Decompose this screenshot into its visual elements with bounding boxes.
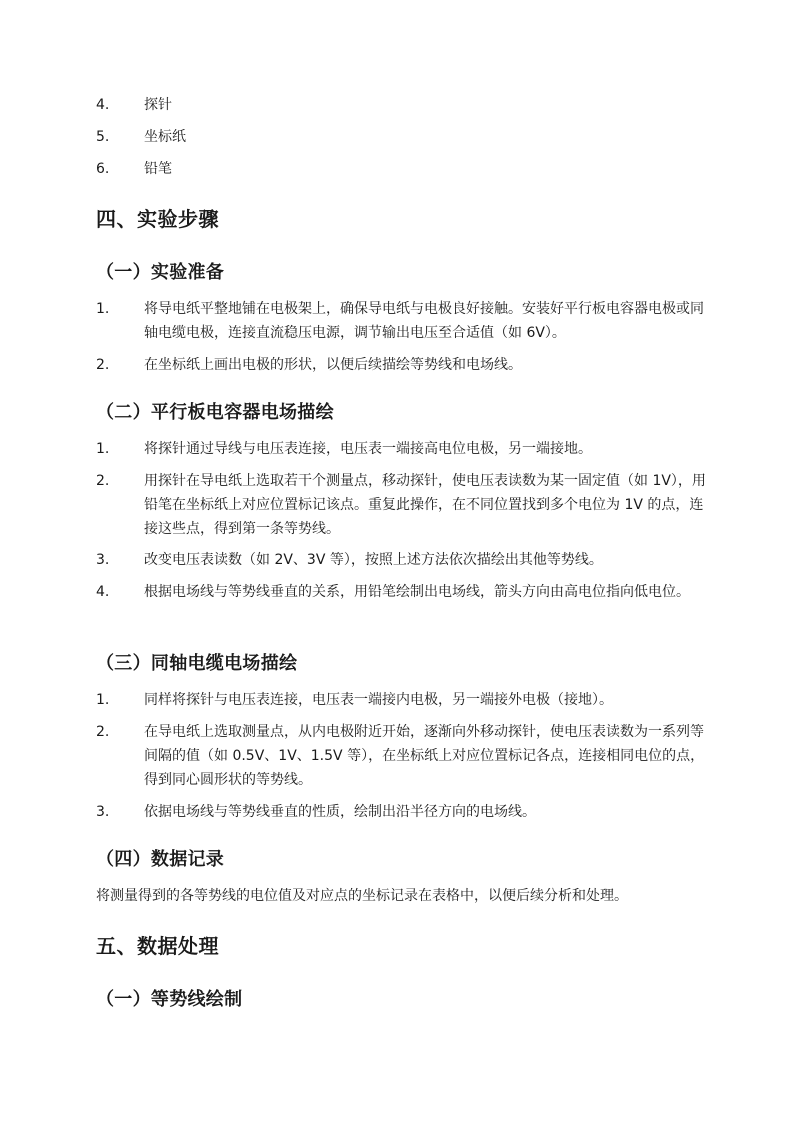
list-number: 5. [96, 129, 110, 145]
list-text: 根据电场线与等势线垂直的关系，用铅笔绘制出电场线，箭头方向由高电位指向低电位。 [144, 584, 690, 600]
list-number: 3. [96, 552, 110, 568]
section-heading: 四、实验步骤 [96, 207, 219, 231]
list-number: 2. [96, 357, 110, 373]
list-item [96, 800, 706, 824]
list-number: 1. [96, 441, 110, 457]
list-text: 探针 [144, 97, 172, 113]
list-number: 2. [96, 724, 110, 740]
list-text: 坐标纸 [144, 129, 186, 145]
list-text: 在坐标纸上画出电极的形状，以便后续描绘等势线和电场线。 [144, 357, 522, 373]
list-text: 同样将探针与电压表连接，电压表一端接内电极，另一端接外电极（接地）。 [144, 692, 613, 708]
list-text: 改变电压表读数（如 2V、3V 等），按照上述方法依次描绘出其他等势线。 [144, 552, 603, 568]
list-text: 在导电纸上选取测量点，从内电极附近开始，逐渐向外移动探针，使电压表读数为一系列等间隔的值（如 0.5V、1V、1.5V 等），在坐标纸上对应位置标记各点，连接相同电位的点，得到同心圆形状的等势线。 [144, 724, 705, 788]
section-heading: 五、数据处理 [96, 934, 219, 958]
list-text: 依据电场线与等势线垂直的性质，绘制出沿半径方向的电场线。 [144, 804, 536, 820]
list-item [96, 720, 706, 792]
list-text: 将探针通过导线与电压表连接，电压表一端接高电位电极，另一端接地。 [144, 441, 592, 457]
list-text: 将导电纸平整地铺在电极架上，确保导电纸与电极良好接触。安装好平行板电容器电极或同轴电缆电极，连接直流稳压电源，调节输出电压至合适值（如 6V）。 [144, 301, 704, 341]
list-item [96, 580, 706, 604]
subsection-heading: （一）实验准备 [96, 262, 225, 283]
list-number: 4. [96, 584, 110, 600]
list-item [96, 157, 706, 181]
list-number: 4. [96, 97, 110, 113]
list-item [96, 297, 706, 345]
list-number: 6. [96, 161, 110, 177]
list-item [96, 353, 706, 377]
list-number: 3. [96, 804, 110, 820]
paragraph: 将测量得到的各等势线的电位值及对应点的坐标记录在表格中，以便后续分析和处理。 [96, 888, 628, 904]
subsection-heading: （四）数据记录 [96, 849, 225, 870]
list-item [96, 125, 706, 149]
subsection-heading: （二）平行板电容器电场描绘 [96, 402, 334, 423]
list-number: 2. [96, 473, 110, 489]
list-item [96, 469, 706, 541]
list-item [96, 548, 706, 572]
list-item [96, 93, 706, 117]
subsection-heading: （三）同轴电缆电场描绘 [96, 653, 298, 674]
list-item [96, 437, 706, 461]
list-number: 1. [96, 692, 110, 708]
list-text: 用探针在导电纸上选取若干个测量点，移动探针，使电压表读数为某一固定值（如 1V），用铅笔在坐标纸上对应位置标记该点。重复此操作，在不同位置找到多个电位为 1V 的点，连接这些点，得到第一条等势线。 [144, 473, 706, 537]
subsection-heading: （一）等势线绘制 [96, 989, 243, 1010]
list-number: 1. [96, 301, 110, 317]
list-text: 铅笔 [144, 161, 172, 177]
list-item [96, 688, 706, 712]
